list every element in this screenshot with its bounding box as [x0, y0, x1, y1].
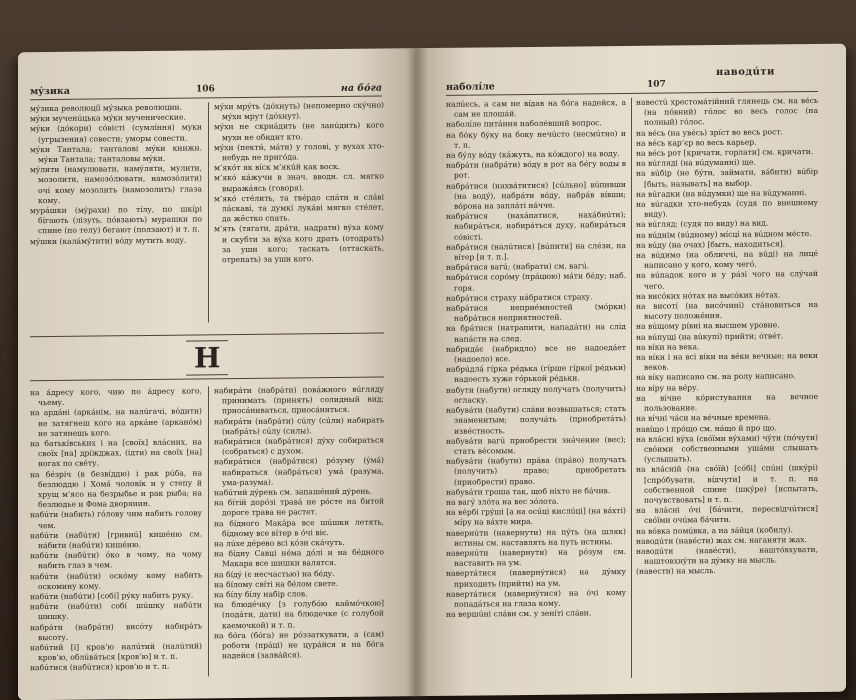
left-header-left-word: мýзика: [30, 85, 70, 98]
left-header-right-word: на бóга: [340, 82, 382, 94]
column-divider: [208, 386, 209, 676]
dictionary-entry: на вúпадок кого и у рáзі чого на слýчай чего.: [636, 269, 818, 291]
dictionary-entry: набúтий дýрень см. запашéний дýрень.: [214, 486, 373, 498]
dictionary-entry: навертáтися (навернýтися) на дýмку приходить (прийти) на ум.: [446, 567, 626, 589]
dictionary-entry: на вершúні слáви см. у зенíті слáви.: [446, 608, 592, 620]
dictionary-entry: набрáтися сорóму (прáцюю) мáти бéду; наб. горя.: [446, 271, 626, 293]
section-rule-bottom: [30, 377, 384, 382]
dictionary-entry: набирáти (набрáти) сúлу (сúли) набирать (набрáть) сúлу (силы).: [214, 415, 384, 437]
dictionary-entry: на висóких нóтах на высóких нóтах.: [636, 290, 781, 301]
dictionary-entry: набúти (набить) гóлову чим набить голову чем.: [30, 508, 202, 530]
dictionary-entry: набувáти (набути) прáва (прáво) получать (получить) право; приобретать (приобрести) право.: [446, 455, 626, 487]
column-divider: [208, 102, 209, 322]
right-column-1: [446, 98, 626, 620]
left-column-2: [214, 101, 384, 266]
dictionary-entry: (навести) на мысль.: [636, 566, 716, 577]
left-page: [18, 48, 416, 700]
dictionary-entry: набирáтися (набрáтися) рóзуму (ýмá) набираться (набрáться) умá (разума, ума-разума).: [214, 455, 384, 488]
right-guide-word: наводúти: [716, 66, 775, 79]
dictionary-entry: на вíки і на всі вíки на вéки вечные; на веки веков.: [636, 351, 818, 373]
dictionary-entry: на вíки на века.: [636, 342, 700, 352]
dictionary-entry: на бóку бýку на боку нечúсто (несмúтно) и т. п.: [446, 128, 626, 150]
dictionary-entry: мýхи мрýть (дóхнуть) (непомерно скýчно) мýхи мрут (дóхнут).: [214, 100, 384, 122]
dictionary-entry: набирáти (набрáти) повáжного вúгляду принимать (принять) солидный вид; приосáниваться, приосáниться.: [214, 384, 384, 416]
dictionary-entry: на бíдý (є несчастью) на бéду.: [214, 568, 335, 579]
dictionary-entry: набувáти вагú приобрести знáчение (вес); стать вéсомым.: [446, 434, 626, 456]
dictionary-entry: на бíдну Савці нéма дóлі и на бéдного Макара все шишки валятся.: [214, 547, 384, 569]
section-rule-top: [30, 333, 384, 338]
dictionary-entry: мурáшки (мýрахи) по тíлу, по шкíрі бíгають (лізуть, пóвзають) мурашки по спине (по телу) бегают (ползают) и т. п.: [30, 204, 202, 236]
dictionary-entry: набрáти (набрáти) висóту набирáть высоту.: [30, 621, 202, 643]
dictionary-entry: набúти (набúти) собí шúшку набúти шишку.: [30, 600, 202, 622]
dictionary-entry: на бíлу бíлу набір слов.: [214, 589, 308, 600]
right-page-number: 107: [647, 79, 666, 90]
dictionary-entry: на бíдного Макáра все шúшки летять, бíдному все вíтер в óчі віє.: [214, 517, 384, 539]
dictionary-entry: на áдресу кого, чию по áдресу кого, чьему.: [30, 386, 202, 408]
dictionary-entry: набрáтися страху нáбратися страху.: [446, 292, 593, 303]
dictionary-entry: на вíчне кóристування на вечное пользование.: [636, 391, 818, 413]
column-divider: [631, 98, 632, 678]
dictionary-entry: мýхи (пекти́, мáти) у голові, у вухах хто-небудь не пригóда.: [214, 141, 384, 163]
dictionary-entry: мýшки (калáмýтити) вóду мутить воду.: [30, 235, 187, 246]
dictionary-entry: на батькíвських і на [своїх] влáсних, на своїх [на] дрíжджах, (ідти) на своїх [на] ногах по свéту.: [30, 437, 202, 469]
dictionary-entry: набрáти (набрáти) вóду в рот на бéгу воды в рот.: [446, 159, 626, 181]
dictionary-entry: мýки (дóкори) сóвісті (сумлíння) муки (угрызения) совести; уморы совести.: [30, 122, 202, 144]
dictionary-entry: набúтий [і] кров’ю налúтий (налúтий) кров’ю, облúвáться [кров’ю] и т. п.: [30, 641, 202, 663]
dictionary-entry: на вагý злóта на вес зóлота.: [446, 496, 559, 507]
dictionary-entry: мýлити (намулювати, намýляти, мулити, мозолити, намозóлювати, намозóлити) очí кому мозолить (намозолить) глаза кому.: [30, 163, 202, 205]
dictionary-entry: м’якóт як вíск м’якúй как воск.: [214, 162, 341, 173]
section-letter: Н: [186, 340, 228, 375]
dictionary-entry: на бýлу вóду (кáжуть, на кóждого) на воду.: [446, 149, 620, 160]
dictionary-entry: на бóга (бóга) не рóззаткувати, а (сам) роботи (прáці) не цурáйся и на бóга надейся (залвáйся).: [214, 629, 384, 661]
dictionary-entry: набúти (набúти) óко в чому, на чому набить глаз в чем.: [30, 549, 202, 571]
dictionary-entry: набúтися (набúтися) кров’ю и т. п.: [30, 662, 170, 673]
dictionary-entry: набувáти гроша так, щоб ніхто не бáчив.: [446, 485, 611, 497]
dictionary-entry: м’ять (тягати, дрáти, надрати) вýха кому и скубти за вýха кого драть (отодрать) за уши кого; таскать (оттаскать, отрепать) за уши кого.: [214, 222, 384, 265]
dictionary-entry: набрáтися (нахáпатися, нахáбнúти); набирáться, набирáться духу, набирáться сóвісті.: [446, 210, 626, 242]
dictionary-entry: набúти (набúти) [собí] рýку набить руку.: [30, 590, 194, 602]
dictionary-entry: на вóвка помúвка, а на зáйця (кобилу).: [636, 524, 793, 536]
dictionary-entry: набридáє (набридло) все не надоедáет (надоело) все.: [446, 342, 626, 364]
dictionary-entry: набúти (набúти) оскóму кому набить оскомину кому.: [30, 570, 202, 591]
left-running-header: [30, 83, 382, 101]
dictionary-entry: на висотí (на висóчині) стáновиться на высоту положéния.: [636, 300, 818, 322]
dictionary-entry: на вúгляд; (судя по виду) на вид.: [636, 218, 769, 230]
right-running-header: [446, 78, 818, 96]
dictionary-entry: на вéсь рот [кричати, горлати] см. кричати.: [636, 147, 814, 158]
dictionary-entry: мýки мученúцька мýки мученические.: [30, 112, 186, 124]
left-column-3: [30, 386, 202, 673]
right-header-left-word: наболíле: [446, 81, 495, 93]
dictionary-entry: на вúдимо (на обличчі, на вúді) на лицé написано у кого, кому чегó.: [636, 249, 818, 271]
dictionary-entry: на вéрбі грýші [а на осúці кислúці] (на вáхті) мíру на вáхте мира.: [446, 506, 626, 528]
dictionary-entry: набрáтися (нахвáтитися) [сúльно] вúпивши (на водý), набрáти вóду, набрáв вíвши; вóрона на заплáті нáчче.: [446, 179, 626, 211]
dictionary-entry: на вíчні чáси на вéчные времена.: [636, 412, 771, 424]
dictionary-entry: на вúгадки (на вúдумки) ще на вúдуманні.: [636, 187, 807, 199]
dictionary-entry: на влáсні вýха (свóїми вýхами) чýти (пóчути) свóими собственными ушáми слышать (услышать).: [636, 432, 818, 464]
dictionary-entry: на блюдéчку [з голубóю каймóчкою] (подáти, дати) на блюдечке (с голубой каемочкой) и т. п.: [214, 598, 384, 630]
left-column-1: [30, 102, 202, 247]
dictionary-entry: налúєсь, а сам не вíдав на бóга надейся, а сам не плошáй.: [446, 97, 626, 119]
dictionary-entry: на вéсь кар’єр во весь карьер.: [636, 137, 757, 148]
dictionary-entry: мýхи не скриáдить (не занúдить) кого мухи не обидит кто.: [214, 120, 384, 142]
dictionary-entry: набрáтися (налúтися) [вúпити] на слéзи, на вíтер [и т. п.].: [446, 240, 626, 262]
dictionary-entry: мýзика революцíї мýзыка революции.: [30, 102, 183, 114]
dictionary-entry: набúти (набúти) [гривнú] кишéню см. нáбити (набúти) кишéню.: [30, 529, 202, 551]
dictionary-entry: на бíтій дорóзі травá не рóсте на битой дороге трава не растет.: [214, 496, 384, 518]
dictionary-entry: на ардáні (аркáнім, на налúгачі, вóдити) не затягнеш кого на аркáне (арканóм) не затянешь кого.: [30, 406, 202, 438]
dictionary-entry: набути (набути) огляду получать (получить) огласку.: [446, 383, 626, 405]
dictionary-entry: м’якó стéлить, та твéрдо спáти и слáві лáскаві, та думкí лукáві мягко стéлет, да жёстко спать.: [214, 192, 384, 224]
dictionary-entry: на лúхе дéрево всі кóзи скáчуть.: [214, 537, 345, 549]
dictionary-entry: на вúгляді (на вúдуманні) ще.: [636, 157, 756, 169]
dictionary-entry: м’якó кáжучи в знач. вводн. сл. мягко выражáясь (говоря).: [214, 171, 384, 193]
dictionary-entry: наводúти (навéсти) жах см. наганяти жах.: [636, 534, 807, 546]
dictionary-entry: на вúду (на очах) [быть, находиться].: [636, 239, 786, 250]
dictionary-entry: наболíле питáння наболéвший вопрос.: [446, 118, 602, 130]
dictionary-entry: набувáти (набути) слáви возвышаться; стать знаменитым; получáть (приобретáть) извéстность.: [446, 404, 626, 436]
dictionary-entry: на вúщому рíвнi на высшем уровне.: [636, 320, 780, 332]
open-book: [18, 44, 846, 700]
dictionary-entry: на вéсь (на увéсь) зрíст во весь рост.: [636, 126, 783, 138]
dictionary-entry: на брáтися (натрапити, нападáти) на слід напáсти на след.: [446, 322, 626, 344]
right-column-2: [636, 96, 818, 577]
dictionary-entry: навíщо і прóщо см. нáщо й про що.: [636, 422, 777, 434]
dictionary-entry: набрáтися неприéмностей (мóрки) набрáтися неприятностей.: [446, 302, 626, 324]
dictionary-entry: на влáсній (на свóїй) [сóбі] спúні (шкýрі) [спрóбувати, вíдчути] и т. п. на собственной спине (шкýре) [испытать, почувствовать] и т. п.: [636, 463, 818, 505]
dictionary-entry: мýки Тантала; танталові мýки книжн. мýки Тантала; танталовы мýки.: [30, 143, 202, 165]
dictionary-entry: навестú хрестомáтійний глянець см. на вéсь (на пóвний) гóлос во весь голос (на полный) гóлос.: [636, 95, 818, 128]
dictionary-entry: на вúднім (вúдному) мíсцi на вúдном мéсте.: [636, 228, 812, 240]
dictionary-entry: на бíлому свíтi на бéлом свете.: [214, 578, 339, 590]
dictionary-entry: на влáсні óчі [бáчити, пересвідчúтися] свóїми очúма бáчити.: [636, 504, 818, 526]
dictionary-entry: на вúгадки хто-небудь (судя по внешнему виду).: [636, 197, 818, 220]
dictionary-entry: набрáтися вагú; (набрати) см. вагú.: [446, 261, 590, 273]
dictionary-entry: набирáтися (набрáтися) дýху собираться (собраться) с духом.: [214, 435, 384, 457]
dictionary-entry: наводúти (навéсти), нашто́вхувати, наштовхнýти на дýмку на мысль.: [636, 544, 818, 566]
left-column-4: [214, 385, 384, 662]
right-page: [416, 44, 846, 697]
dictionary-entry: навертáтися (навернýтися) на óчі кому попадáться на глаза кому.: [446, 587, 626, 609]
dictionary-entry: набрúдлá гíрка ре́дька (гíрше гíркої ре́дьки) надоесть хуже гóрькой ре́дьки.: [446, 363, 626, 385]
dictionary-entry: на бéзріч (в безвíддю) і рак рúба, на безлюддю і Хомá чоловíк и у степу й хрущ м’ясо на безрыбье и рак рыба; на безлюдье и Фома дворянин.: [30, 468, 202, 510]
dictionary-entry: на вíру на вéру.: [636, 382, 699, 393]
dictionary-entry: навернúти (навернути) на пýть (на шляк) истины см. наставлять на путь истины.: [446, 526, 626, 548]
dictionary-entry: на вúпущі (на вúкупі) прийти; óтвéт.: [636, 330, 784, 342]
dictionary-entry: на вíку написано см. на ролу написано.: [636, 371, 796, 383]
dictionary-entry: навернúти (навернути) на рóзум см. наставить на ум.: [446, 546, 626, 568]
left-page-number: 106: [196, 84, 215, 95]
dictionary-entry: на вúбір (не бýти, займати, вáбити) вúбір [быть, называть] на выбор.: [636, 167, 818, 189]
